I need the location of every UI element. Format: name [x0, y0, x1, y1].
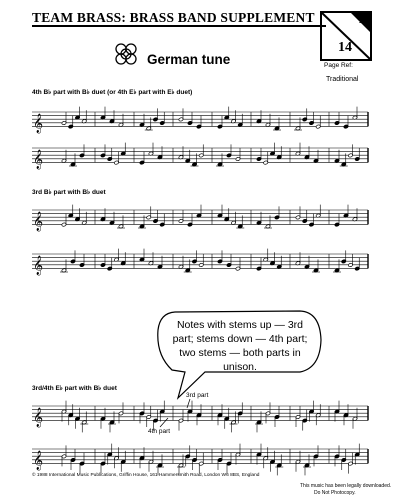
annotation-3rd-part: 3rd part — [186, 392, 209, 399]
copyright-notice: © 1988 International Music Publications, Griffin House, 161 Hammersmith Road, London W6 8BS, England — [32, 473, 260, 478]
treble-clef-icon: 𝄞 — [33, 211, 44, 232]
legal-notice-line1: This music has been legally downloaded. — [300, 483, 392, 489]
tune-title: German tune — [147, 52, 231, 67]
section-label-1: 4th B♭ part with B♭ duet (or 4th E♭ part with E♭ duet) — [32, 89, 193, 96]
treble-clef-icon: 𝄞 — [33, 407, 44, 428]
treble-clef-icon: 𝄞 — [33, 450, 44, 471]
page-number: 14 — [338, 40, 352, 55]
treble-clef-icon: 𝄞 — [33, 113, 44, 134]
annotation-4th-part: 4th part — [148, 428, 171, 435]
treble-clef-icon: 𝄞 — [33, 255, 44, 276]
bubble-text: Notes with stems up — 3rd part; stems down — 4th part; two stems — both parts in unison. — [172, 319, 308, 373]
treble-clef-icon: 𝄞 — [33, 149, 44, 170]
page-ref-label: Page Ref: — [324, 62, 353, 69]
composer-credit: Traditional — [326, 76, 359, 83]
legal-notice-line2: Do Not Photocopy. — [314, 490, 356, 496]
page-header-title: TEAM BRASS: BRASS BAND SUPPLEMENT — [32, 10, 315, 25]
section-label-3: 3rd/4th E♭ part with B♭ duet — [32, 385, 117, 392]
corner-number: 1 — [358, 11, 365, 26]
section-label-2: 3rd B♭ part with B♭ duet — [32, 189, 106, 196]
